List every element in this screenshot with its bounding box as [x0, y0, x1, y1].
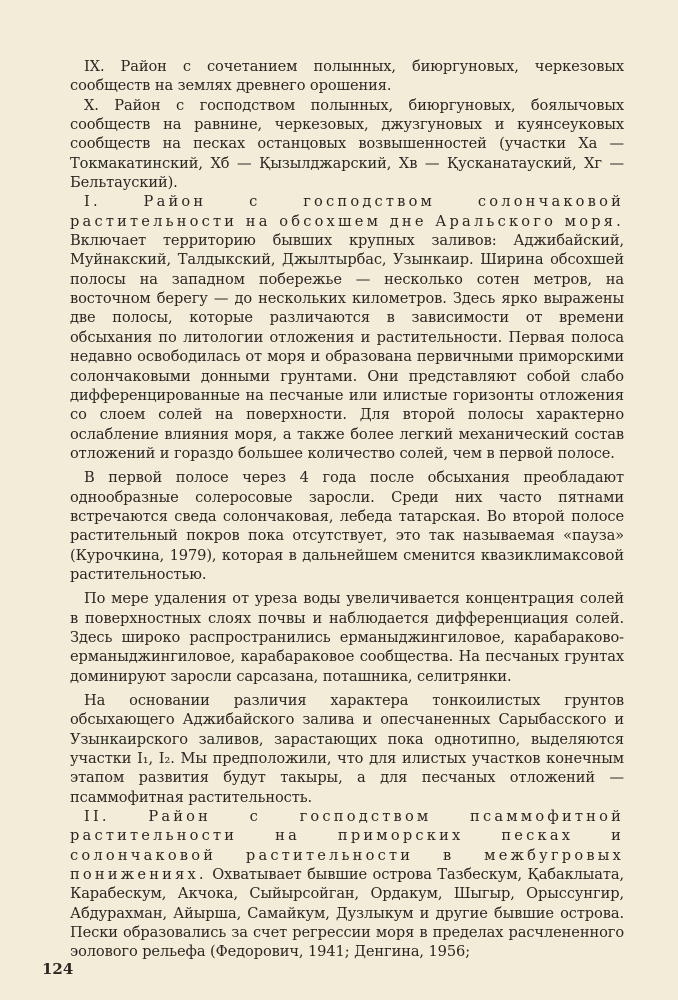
paragraph-text: Охватывает бывшие острова Тазбескум, Қабаклыата, Карабескум, Акчока, Сыйырсойган, Ордакум, Шыгыр, Орыссунгир, Абдурахман, Айырша, Самайкум, Дузлыкум и другие бывшие острова. Пески образовались за счет регрессии моря в пределах расчлененного эолового рельефа (Федорович, 1941; Денгина, 1956;	[70, 866, 624, 961]
paragraph-text: По мере удаления от уреза воды увеличивается концентрация солей в поверхностных слоях почвы и наблюдается дифференциация солей. Здесь широко распространились ерманыджингиловое, карабараково-ерманыджингиловое, карабараковое сообщества. На песчаных грунтах доминируют заросли сарсазана, поташника, селитрянки.	[70, 590, 624, 685]
page-number: 124	[42, 960, 74, 978]
paragraph-district-9	[70, 57, 624, 96]
paragraph-district-2	[70, 807, 624, 962]
paragraph-district-1	[70, 192, 624, 463]
district-heading: II. Район с господством псаммофитной растительности на приморских песках и солончаковой растительности в межбугровых понижениях.	[70, 808, 624, 884]
paragraph-salt-concentration	[70, 589, 624, 686]
paragraph-first-strip	[70, 468, 624, 584]
paragraph-plots	[70, 691, 624, 807]
paragraph-text: IX. Район с сочетанием полынных, биюргуновых, черкезовых сообществ на землях древнего орошения.	[70, 58, 624, 95]
district-heading: I. Район с господством солончаковой растительности на обсохшем дне Аральского моря.	[70, 193, 624, 230]
paragraph-district-10	[70, 96, 624, 193]
paragraph-text: Включает территорию бывших крупных заливов: Аджибайский, Муйнакский, Талдыкский, Джылтырбас, Узынкаир. Ширина обсохшей полосы на западном побережье — несколько сотен метров, на восточном берегу — до нескольких километров. Здесь ярко выражены две полосы, которые различаются в зависимости от времени обсыхания по литологии отложения и растительности. Первая полоса недавно освободилась от моря и образована первичными приморскими солончаковыми донными грунтами. Они представляют собой слабо дифференцированные на песчаные или илистые горизонты отложения со слоем солей на поверхности. Для второй полосы характерно ослабление влияния моря, а также более легкий механический состав отложений и гораздо большее количество солей, чем в первой полосе.	[70, 232, 624, 462]
paragraph-text: В первой полосе через 4 года после обсыхания преобладают однообразные солеросовые заросли. Среди них часто пятнами встречаются сведа солончаковая, лебеда татарская. Во второй полосе растительный покров пока отсутствует, это так называемая «пауза» (Курочкина, 1979), которая в дальнейшем сменится квазиклимаксовой растительностью.	[70, 469, 624, 583]
paragraph-text: X. Район с господством полынных, биюргуновых, боялычовых сообществ на равнине, черкезовых, джузгуновых и куянсеуковых сообществ на песках останцовых возвышенностей (участки Xа — Токмакатинский, Xб — Қызылджарский, Xв — Қусканатауский, Xг — Бельтауский).	[70, 96, 624, 192]
paragraph-text: На основании различия характера тонкоилистых грунтов обсыхающего Аджибайского залива и опесчаненных Сарыбасского и Узынкаирского заливов, зарастающих пока однотипно, выделяются участки I₁, I₂. Мы предположили, что для илистых участков конечным этапом развития будут такыры, а для песчаных отложений — псаммофитная растительность.	[70, 692, 624, 806]
